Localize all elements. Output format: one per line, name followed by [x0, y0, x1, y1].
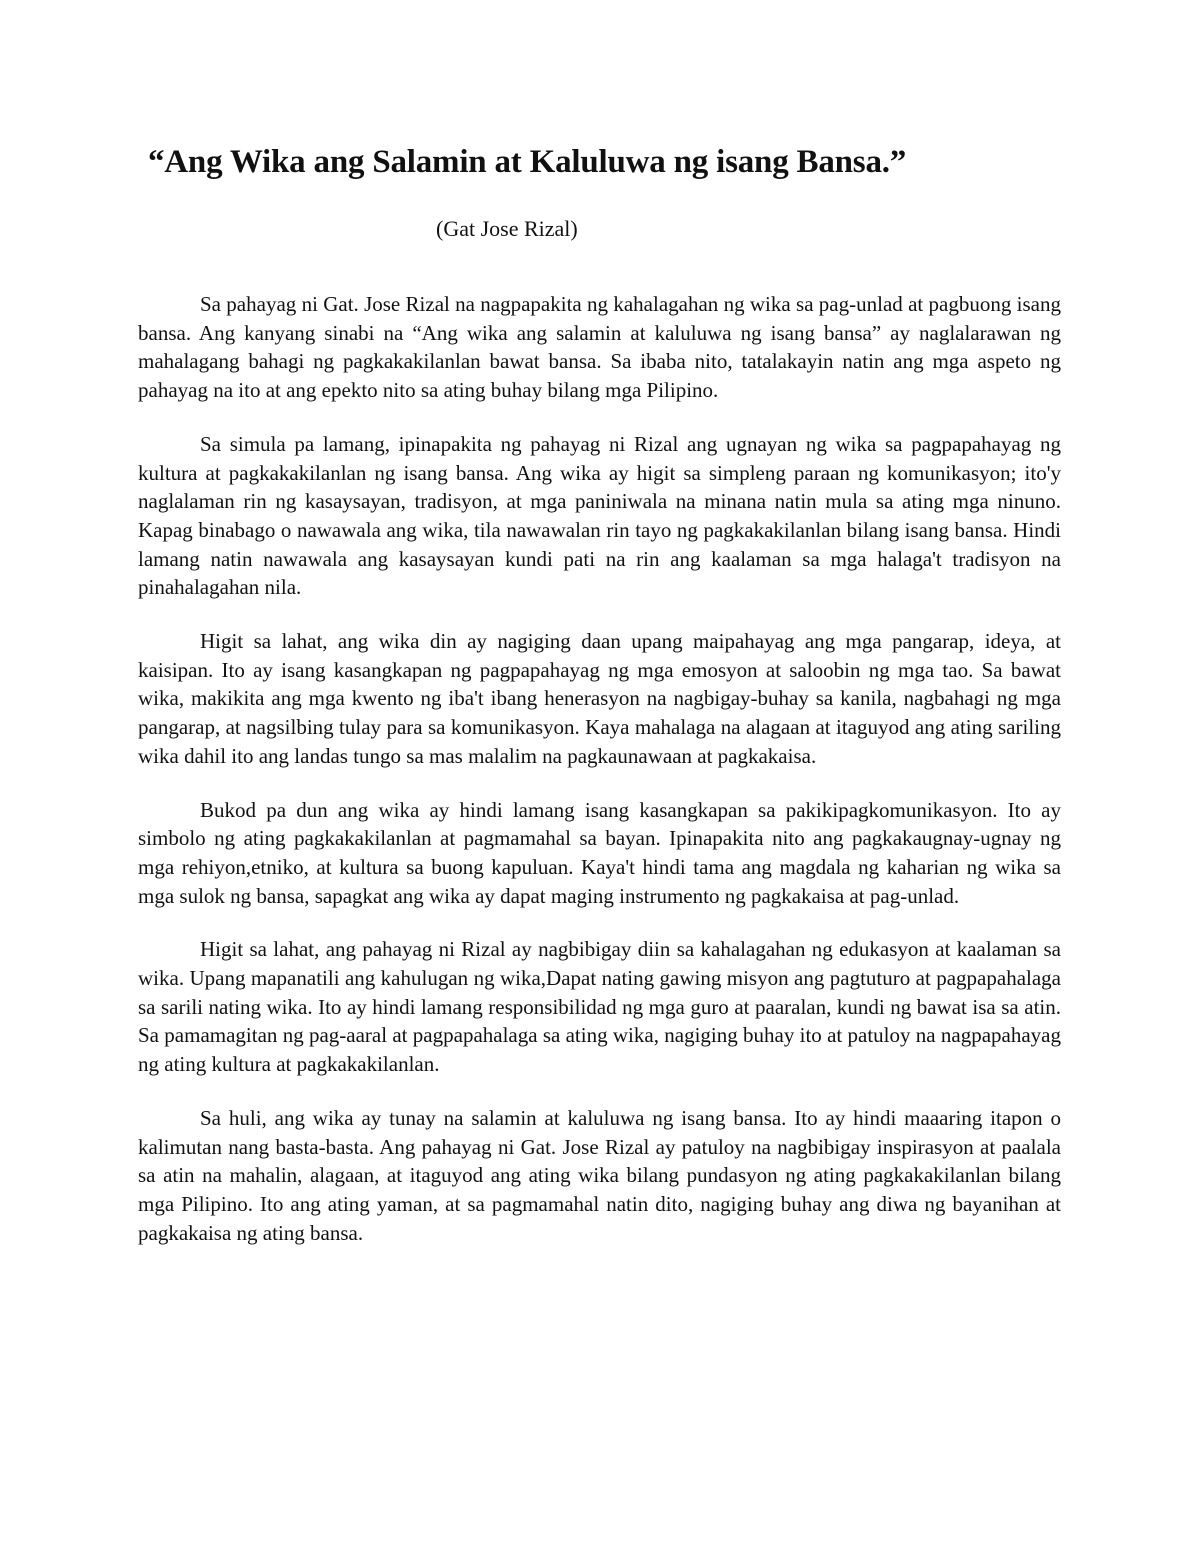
paragraph-5: Higit sa lahat, ang pahayag ni Rizal ay nagbibigay diin sa kahalagahan ng edukasyon at kaalaman sa wika. Upang mapanatili ang kahulugan ng wika,Dapat nating gawing misyon ang pagtuturo at pagpapahalaga sa sarili nating wika. Ito ay hindi lamang responsibilidad ng mga guro at paaralan, kundi ng bawat isa sa atin. Sa pamamagitan ng pag-aaral at pagpapahalaga sa ating wika, nagiging buhay ito at patuloy na nagpapahayag ng ating kultura at pagkakakilanlan. — [138, 937, 1061, 1077]
paragraph-6: Sa huli, ang wika ay tunay na salamin at kaluluwa ng isang bansa. Ito ay hindi maaaring itapon o kalimutan nang basta-basta. Ang pahayag ni Gat. Jose Rizal ay patuloy na nagbibigay inspirasyon at paalala sa atin na mahalin, alagaan, at itaguyod ang ating wika bilang pundasyon ng ating pagkakakilanlan bilang mga Pilipino. Ito ang ating yaman, at sa pagmamahal natin dito, nagiging buhay ang diwa ng bayanihan at pagkakaisa ng ating bansa. — [138, 1105, 1061, 1245]
paragraph-4: Bukod pa dun ang wika ay hindi lamang isang kasangkapan sa pakikipagkomunikasyon. Ito ay simbolo ng ating pagkakakilanlan at pagmamahal sa bayan. Ipinapakita nito ang pagkakaugnay-ugnay ng mga rehiyon,etniko, at kultura sa buong kapuluan. Kaya't hindi tama ang magdala ng kaharian ng wika sa mga sulok ng bansa, sapagkat ang wika ay dapat maging instrumento ng pagkakaisa at pag-unlad. — [138, 797, 1061, 908]
document-title: “Ang Wika ang Salamin at Kaluluwa ng isang Bansa.” — [148, 144, 907, 180]
document-body — [138, 290, 1061, 1247]
paragraph-2: Sa simula pa lamang, ipinapakita ng pahayag ni Rizal ang ugnayan ng wika sa pagpapahayag ng kultura at pagkakakilanlan ng isang bansa. Ang wika ay higit sa simpleng paraan ng komunikasyon; ito'y naglalaman rin ng kasaysayan, tradisyon, at mga paniniwala na minana natin mula sa ating mga ninuno. Kapag binabago o nawawala ang wika, tila nawawalan rin tayo ng pagkakakilanlan bilang isang bansa. Hindi lamang natin nawawala ang kasaysayan kundi pati na rin ang kaalaman sa mga halaga't tradisyon na pinahalagahan nila. — [138, 431, 1061, 600]
author-attribution: (Gat Jose Rizal) — [436, 216, 578, 241]
paragraph-1: Sa pahayag ni Gat. Jose Rizal na nagpapakita ng kahalagahan ng wika sa pag-unlad at pagbuong isang bansa. Ang kanyang sinabi na “Ang wika ang salamin at kaluluwa ng isang bansa” ay naglalarawan ng mahalagang bahagi ng pagkakakilanlan bawat bansa. Sa ibaba nito, tatalakayin natin ang mga aspeto ng pahayag na ito at ang epekto nito sa ating buhay bilang mga Pilipino. — [138, 292, 1061, 403]
paragraph-3: Higit sa lahat, ang wika din ay nagiging daan upang maipahayag ang mga pangarap, ideya, at kaisipan. Ito ay isang kasangkapan ng pagpapahayag ng mga emosyon at saloobin ng mga tao. Sa bawat wika, makikita ang mga kwento ng iba't ibang henerasyon na nagbigay-buhay sa kanila, nagbahagi ng mga pangarap, at nagsilbing tulay para sa komunikasyon. Kaya mahalaga na alagaan at itaguyod ang ating sariling wika dahil ito ang landas tungo sa mas malalim na pagkaunawaan at pagkakaisa. — [138, 629, 1061, 768]
